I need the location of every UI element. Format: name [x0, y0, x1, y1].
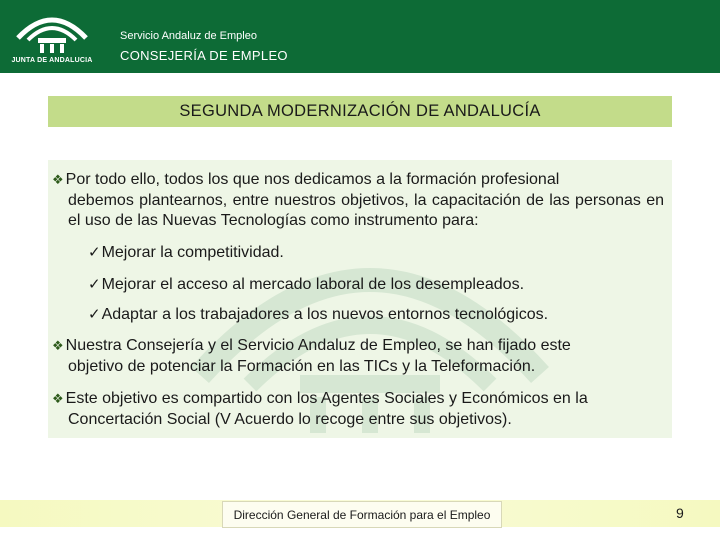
paragraph-3-rest: Concertación Social (V Acuerdo lo recoge entre sus objetivos). [68, 410, 512, 428]
org-title: CONSEJERÍA DE EMPLEO [120, 48, 288, 63]
org-subtitle: Servicio Andaluz de Empleo [120, 30, 257, 42]
page-number: 9 [676, 505, 684, 521]
checkmark-icon: ✓ [88, 276, 101, 293]
paragraph-3 [52, 389, 664, 430]
slide-title: SEGUNDA MODERNIZACIÓN DE ANDALUCÍA [179, 102, 541, 120]
header-bar [0, 0, 720, 73]
slide-title-bar [48, 96, 672, 127]
diamond-bullet-icon: ❖ [52, 338, 64, 353]
checkmark-icon: ✓ [88, 306, 101, 323]
paragraph-1-rest: debemos plantearnos, entre nuestros objetivos, la capacitación de las personas en el uso de las Nuevas Tecnologías como instrumento para: [68, 191, 664, 229]
paragraph-2-line1: Nuestra Consejería y el Servicio Andaluz de Empleo, se han fijado este [65, 337, 571, 354]
sub-item-1-text: Mejorar la competitividad. [101, 244, 284, 261]
paragraph-1-line1: Por todo ello, todos los que nos dedicamos a la formación profesional [65, 171, 560, 188]
junta-emblem-icon [10, 8, 94, 56]
footer-text: Dirección General de Formación para el Empleo [233, 507, 491, 522]
sub-item-3-text: Adaptar a los trabajadores a los nuevos entornos tecnológicos. [101, 306, 549, 323]
sub-item-3 [88, 305, 548, 324]
paragraph-3-line1: Este objetivo es compartido con los Agentes Sociales y Económicos en la [65, 390, 588, 407]
diamond-bullet-icon: ❖ [52, 391, 64, 406]
logo-text: JUNTA DE ANDALUCIA [11, 57, 93, 64]
paragraph-2 [52, 336, 664, 377]
junta-logo [10, 8, 94, 70]
checkmark-icon: ✓ [88, 244, 101, 261]
sub-item-2 [88, 275, 524, 294]
footer-box [222, 501, 502, 528]
sub-item-1 [88, 243, 284, 262]
sub-item-2-text: Mejorar el acceso al mercado laboral de los desempleados. [101, 276, 525, 293]
diamond-bullet-icon: ❖ [52, 172, 64, 187]
paragraph-2-rest: objetivo de potenciar la Formación en las TICs y la Teleformación. [68, 357, 536, 375]
paragraph-1 [52, 170, 664, 232]
